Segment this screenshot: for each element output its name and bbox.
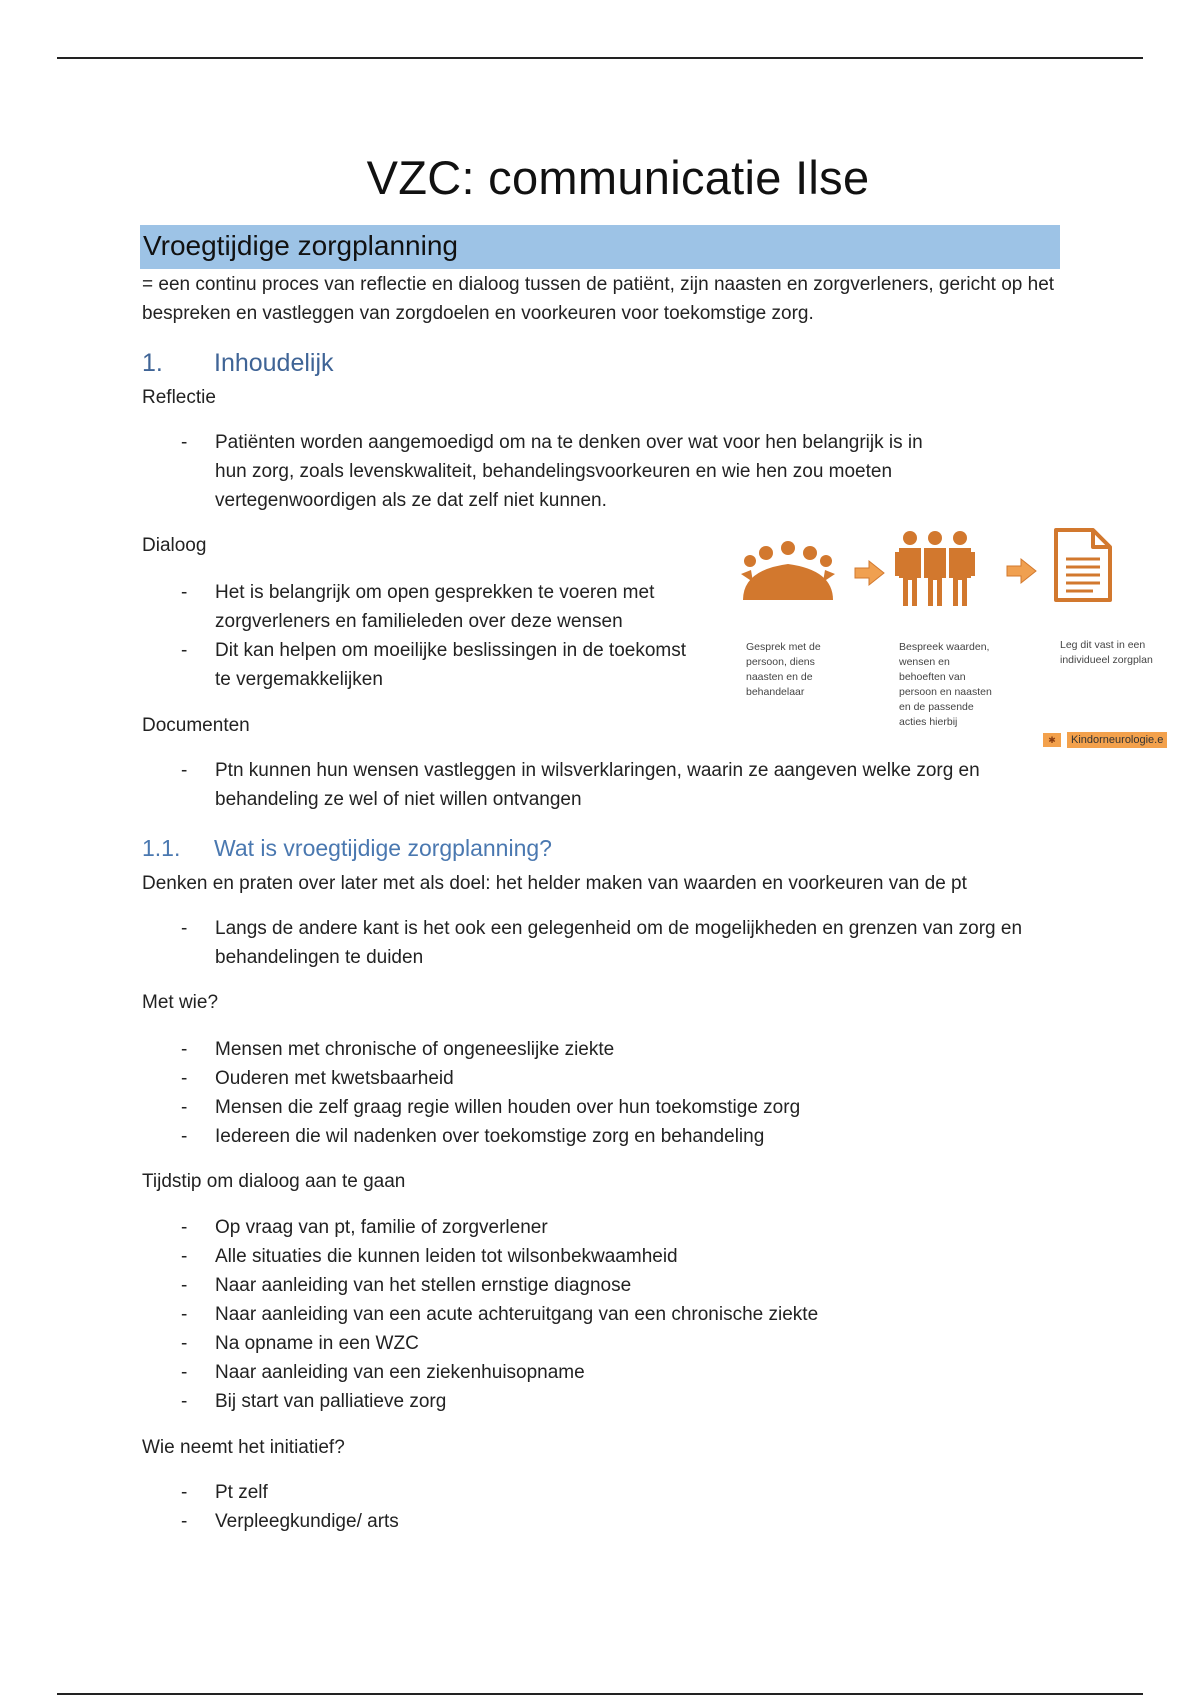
list-item: - Langs de andere kant is het ook een gelegenheid om de mogelijkheden en grenzen van zorg en behandelingen te duiden (142, 914, 1062, 972)
list-item: - Iedereen die wil nadenken over toekomstige zorg en behandeling (142, 1122, 1062, 1151)
list-item: - Naar aanleiding van een acute achteruitgang van een chronische ziekte (142, 1300, 1062, 1329)
list-item: - Het is belangrijk om open gesprekken te voeren met zorgverleners en familieleden over deze wensen (142, 578, 702, 636)
step-caption: Leg dit vast in een individueel zorgplan (1060, 639, 1153, 666)
care-planning-diagram (735, 520, 1180, 750)
heading-text: Inhoudelijk (214, 349, 334, 377)
heading-number: 1. (142, 349, 163, 377)
list-item: - Ptn kunnen hun wensen vastleggen in wilsverklaringen, waarin ze aangeven welke zorg en behandeling ze wel of niet willen ontvangen (142, 756, 1062, 814)
list-item: - Op vraag van pt, familie of zorgverlener (142, 1213, 1062, 1242)
label-initiatief: Wie neemt het initiatief? (142, 1437, 345, 1458)
heading-text: Wat is vroegtijdige zorgplanning? (214, 835, 552, 861)
section-heading: Vroegtijdige zorgplanning (140, 225, 1060, 269)
list-item: - Na opname in een WZC (142, 1329, 1062, 1358)
source-logo-icon: ✱ (1043, 733, 1061, 747)
document-icon (1053, 527, 1113, 603)
wat-is-list (142, 914, 1062, 972)
bottom-rule (57, 1693, 1143, 1695)
source-badge-row (1043, 732, 1175, 748)
reflectie-list (142, 428, 1062, 515)
list-item: - Ouderen met kwetsbaarheid (142, 1064, 1062, 1093)
source-label: Kindorneurologie.e (1067, 732, 1167, 748)
list-item: - Alle situaties die kunnen leiden tot wilsonbekwaamheid (142, 1242, 1062, 1271)
arrow-right-icon (853, 558, 887, 588)
heading-number: 1.1. (142, 835, 181, 861)
top-rule (57, 57, 1143, 59)
list-item: - Verpleegkundige/ arts (142, 1507, 1062, 1536)
documenten-list (142, 756, 1062, 814)
meeting-group-icon (741, 540, 835, 604)
heading-inhoudelijk (142, 346, 334, 380)
page-title: VZC: communicatie Ilse (366, 151, 870, 204)
label-reflectie: Reflectie (142, 387, 216, 408)
label-met-wie: Met wie? (142, 992, 219, 1013)
definition-paragraph: = een continu proces van reflectie en dialoog tussen de patiënt, zijn naasten en zorgverleners, gericht op het bespreken en vastleggen van zorgdoelen en voorkeuren voor toekomstige zorg. (142, 274, 1055, 324)
dialoog-list (142, 578, 702, 694)
list-item: - Naar aanleiding van het stellen ernstige diagnose (142, 1271, 1062, 1300)
label-documenten: Documenten (142, 715, 250, 736)
label-dialoog: Dialoog (142, 535, 207, 556)
step-caption: Gesprek met de persoon, diens naasten en de behandelaar (746, 641, 821, 698)
tijdstip-list (142, 1213, 1062, 1416)
heading-wat-is (142, 832, 552, 864)
step-caption: Bespreek waarden, wensen en behoeften van persoon en naasten en de passende acties hierbij (899, 641, 992, 728)
list-item: - Mensen met chronische of ongeneeslijke ziekte (142, 1035, 1062, 1064)
wat-is-intro: Denken en praten over later met als doel: het helder maken van waarden en voorkeuren van de pt (142, 873, 967, 894)
initiatief-list (142, 1478, 1062, 1536)
list-item: - Bij start van palliatieve zorg (142, 1387, 1062, 1416)
list-item: - Mensen die zelf graag regie willen houden over hun toekomstige zorg (142, 1093, 1062, 1122)
list-item: - Patiënten worden aangemoedigd om na te denken over wat voor hen belangrijk is in hun zorg, zoals levenskwaliteit, behandelingsvoorkeuren en wie hen zou moeten vertegenwoordigen als ze dat zelf niet kunnen. (142, 428, 1062, 515)
list-item: - Naar aanleiding van een ziekenhuisopname (142, 1358, 1062, 1387)
label-tijdstip: Tijdstip om dialoog aan te gaan (142, 1171, 406, 1192)
met-wie-list (142, 1035, 1062, 1151)
three-people-icon (895, 530, 975, 608)
list-item: - Dit kan helpen om moeilijke beslissingen in de toekomst te vergemakkelijken (142, 636, 702, 694)
list-item: - Pt zelf (142, 1478, 1062, 1507)
arrow-right-icon (1005, 556, 1039, 586)
